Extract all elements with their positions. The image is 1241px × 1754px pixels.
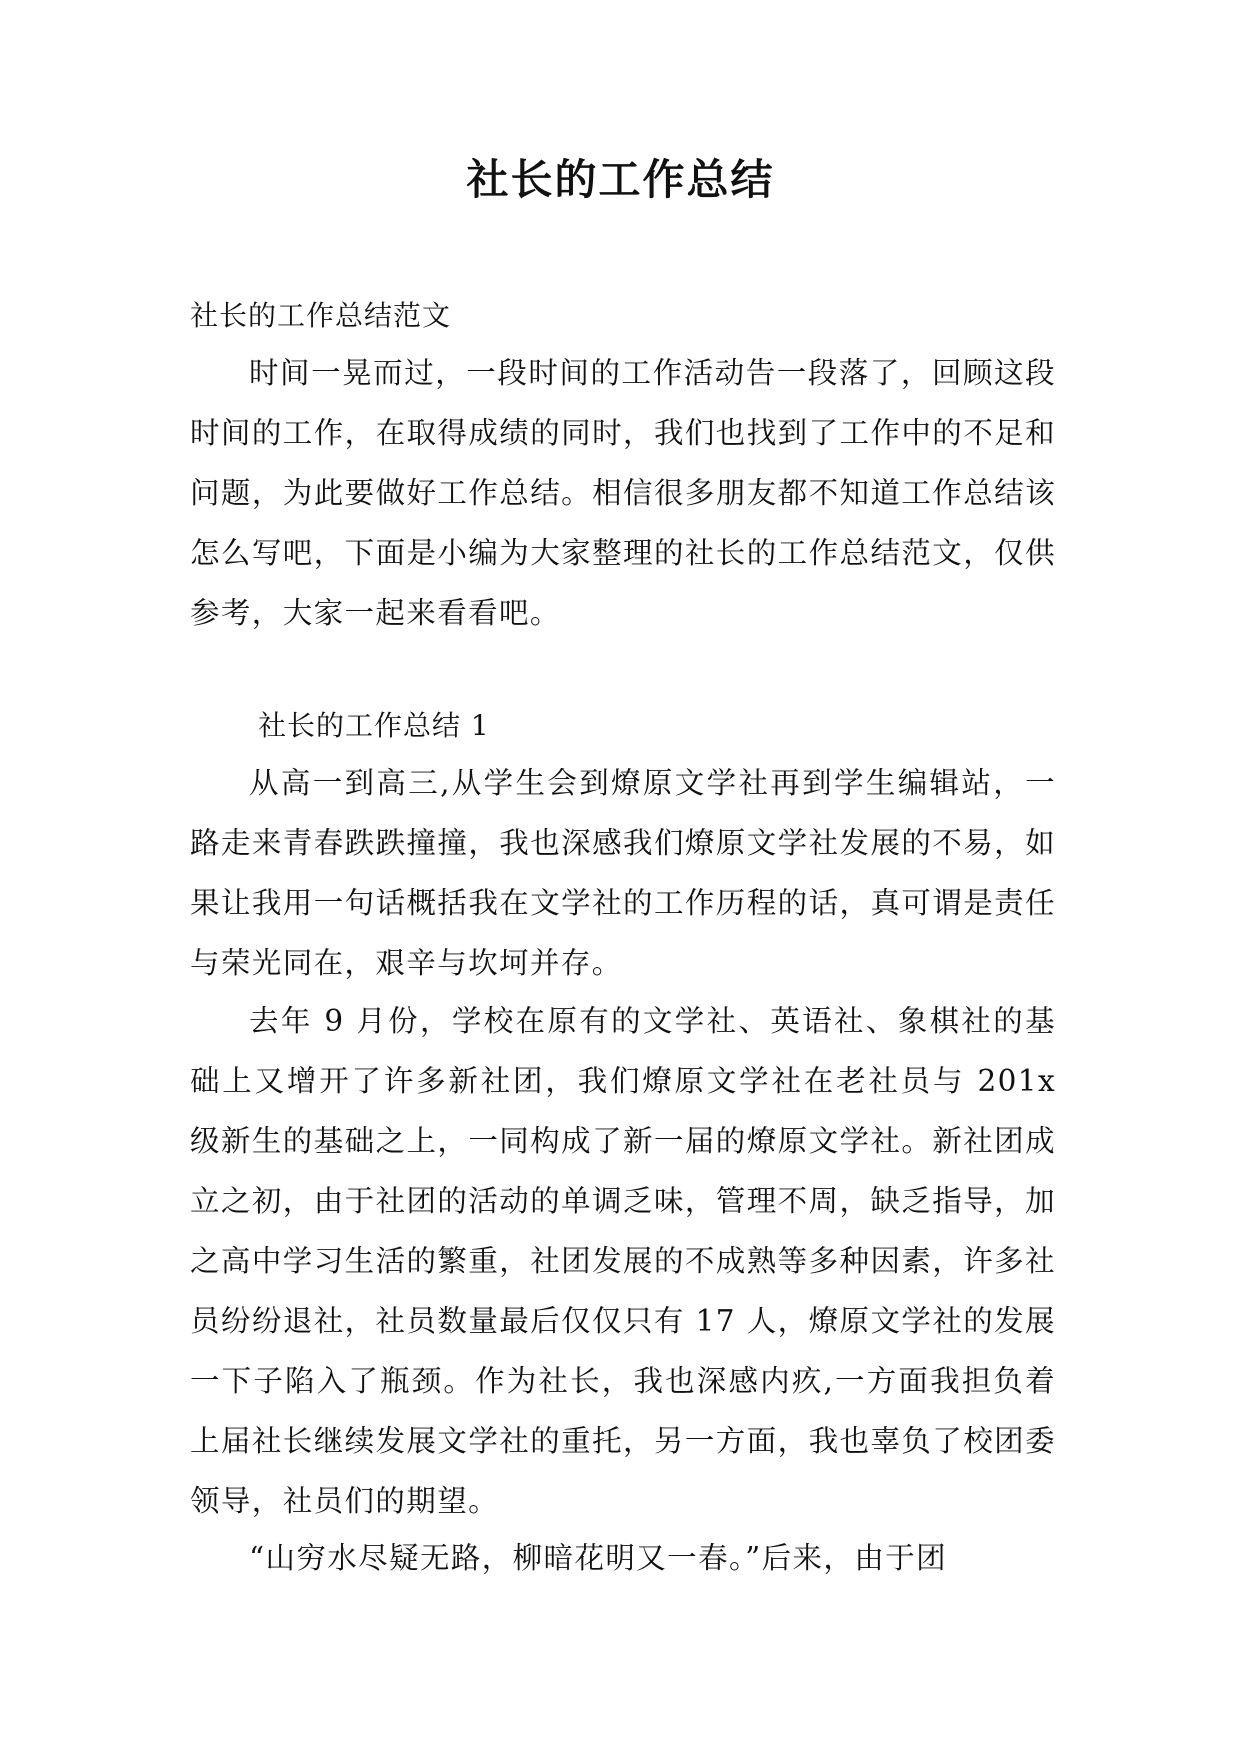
body-paragraph-3: “山穷水尽疑无路，柳暗花明又一春。”后来，由于团 <box>249 1541 948 1575</box>
intro-paragraph: 时间一晃而过，一段时间的工作活动告一段落了，回顾这段时间的工作，在取得成绩的同时，我们也找到了工作中的不足和问题，为此要做好工作总结。相信很多朋友都不知道工作总结该怎么写吧，下面是小编为大家整理的社长的工作总结范文，仅供参考，大家一起来看看吧。 <box>190 356 1056 630</box>
section-heading: 社长的工作总结 1 <box>258 709 490 742</box>
document-title: 社长的工作总结 <box>466 155 775 204</box>
document-subtitle: 社长的工作总结范文 <box>190 299 452 332</box>
body-paragraph-2: 去年 9 月份，学校在原有的文学社、英语社、象棋社的基础上又增开了许多新社团，我们燎原文学社在老社员与 201x 级新生的基础之上，一同构成了新一届的燎原文学社。新社团成立之初，由于社团的活动的单调乏味，管理不周，缺乏指导，加之高中学习生活的繁重，社团发展的不成熟等多种因素，许多社员纷纷退社，社员数量最后仅仅只有 17 人，燎原文学社的发展一下子陷入了瓶颈。作为社长，我也深感内疚,一方面我担负着上届社长继续发展文学社的重托，另一方面，我也辜负了校团委领导，社员们的期望。 <box>190 1004 1056 1518</box>
body-paragraph-1: 从高一到高三,从学生会到燎原文学社再到学生编辑站，一路走来青春跌跌撞撞，我也深感我们燎原文学社发展的不易，如果让我用一句话概括我在文学社的工作历程的话，真可谓是责任与荣光同在，艰辛与坎坷并存。 <box>190 766 1056 980</box>
